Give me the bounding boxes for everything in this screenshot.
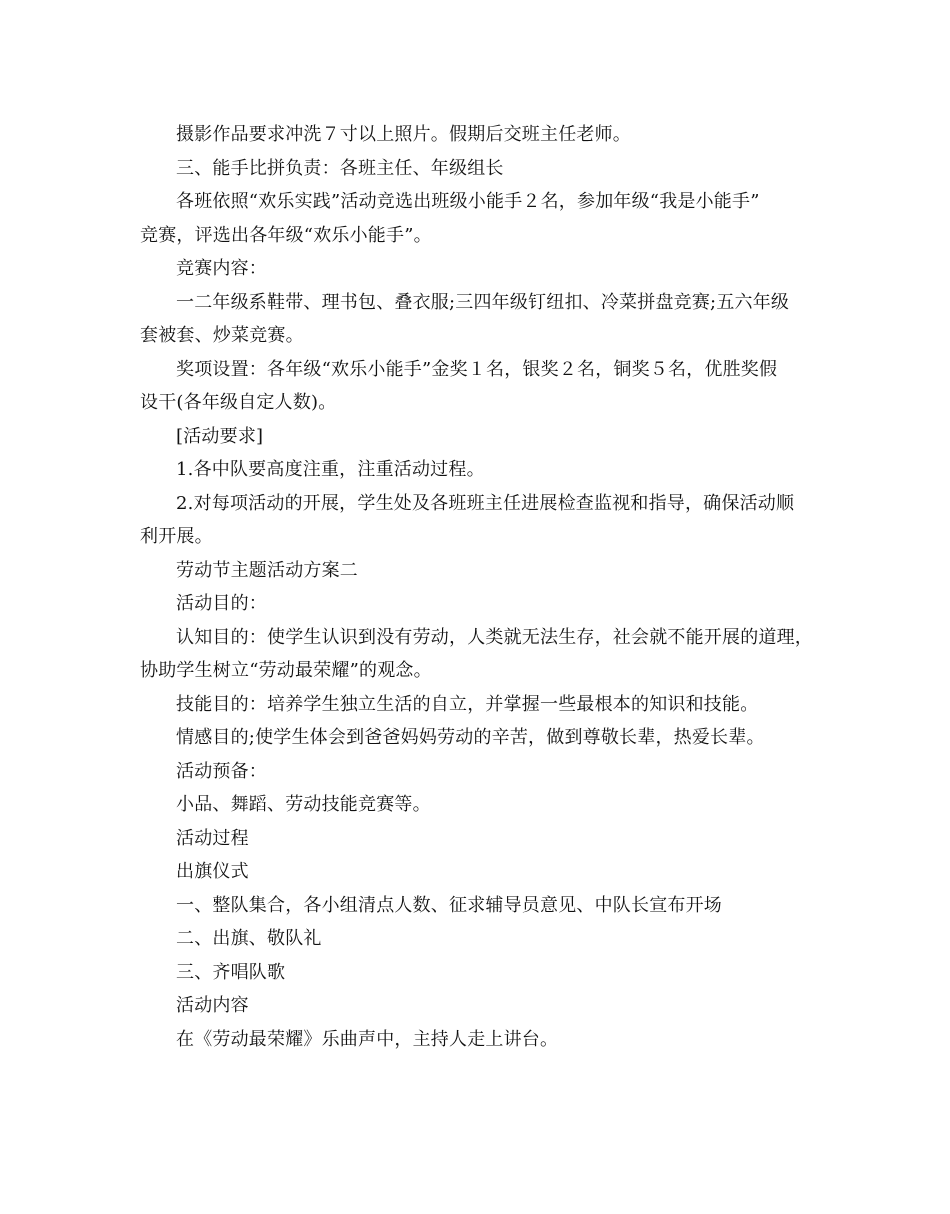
list-item: 三、齐唱队歌 <box>176 961 286 983</box>
section-heading: 劳动节主题活动方案二 <box>176 559 358 581</box>
paragraph-line: 一二年级系鞋带、理书包、叠衣服;三四年级钉纽扣、冷菜拼盘竞赛;五六年级 <box>176 291 790 313</box>
subheading: 活动过程 <box>176 827 249 849</box>
subheading: 出旗仪式 <box>176 861 249 882</box>
document-body <box>140 118 830 1056</box>
paragraph-line: 情感目的;使学生体会到爸爸妈妈劳动的辛苦，做到尊敬长辈，热爱长辈。 <box>176 727 765 748</box>
list-item: 2.对每项活动的开展，学生处及各班班主任进展检查监视和指导，确保活动顺 <box>176 492 795 514</box>
subheading: 活动目的： <box>176 593 267 614</box>
list-item: 1.各中队要高度注重，注重活动过程。 <box>176 459 485 480</box>
section-heading: 三、能手比拼负责：各班主任、年级组长 <box>176 157 504 179</box>
paragraph-line: 设干(各年级自定人数)。 <box>140 392 337 413</box>
paragraph-line: 在《劳动最荣耀》乐曲声中，主持人走上讲台。 <box>176 1028 559 1050</box>
subheading: 竞赛内容： <box>176 258 267 279</box>
paragraph-line: 小品、舞蹈、劳动技能竞赛等。 <box>176 794 431 815</box>
paragraph-line: 摄影作品要求冲洗７寸以上照片。假期后交班主任老师。 <box>176 124 631 145</box>
paragraph-line: 竞赛，评选出各年级“欢乐小能手”。 <box>140 224 432 246</box>
paragraph-line: 技能目的：培养学生独立生活的自立，并掌握一些最根本的知识和技能。 <box>176 693 759 715</box>
list-item: 二、出旗、敬队礼 <box>176 928 322 949</box>
paragraph-line: 认知目的：使学生认识到没有劳动，人类就无法生存，社会就不能开展的道理， <box>176 626 813 648</box>
paragraph-line: 奖项设置：各年级“欢乐小能手”金奖１名，银奖２名，铜奖５名，优胜奖假 <box>176 358 778 380</box>
subheading: [活动要求] <box>176 425 264 447</box>
subheading: 活动内容 <box>176 995 249 1016</box>
subheading: 活动预备： <box>176 760 267 782</box>
paragraph-line: 套被套、炒菜竞赛。 <box>140 325 304 346</box>
paragraph-line: 协助学生树立“劳动最荣耀”的观念。 <box>140 660 432 681</box>
paragraph-line: 各班依照“欢乐实践”活动竞选出班级小能手２名，参加年级“我是小能手” <box>176 191 760 212</box>
list-item: 一、整队集合，各小组清点人数、征求辅导员意见、中队长宣布开场 <box>176 894 722 916</box>
paragraph-line: 利开展。 <box>140 526 213 547</box>
